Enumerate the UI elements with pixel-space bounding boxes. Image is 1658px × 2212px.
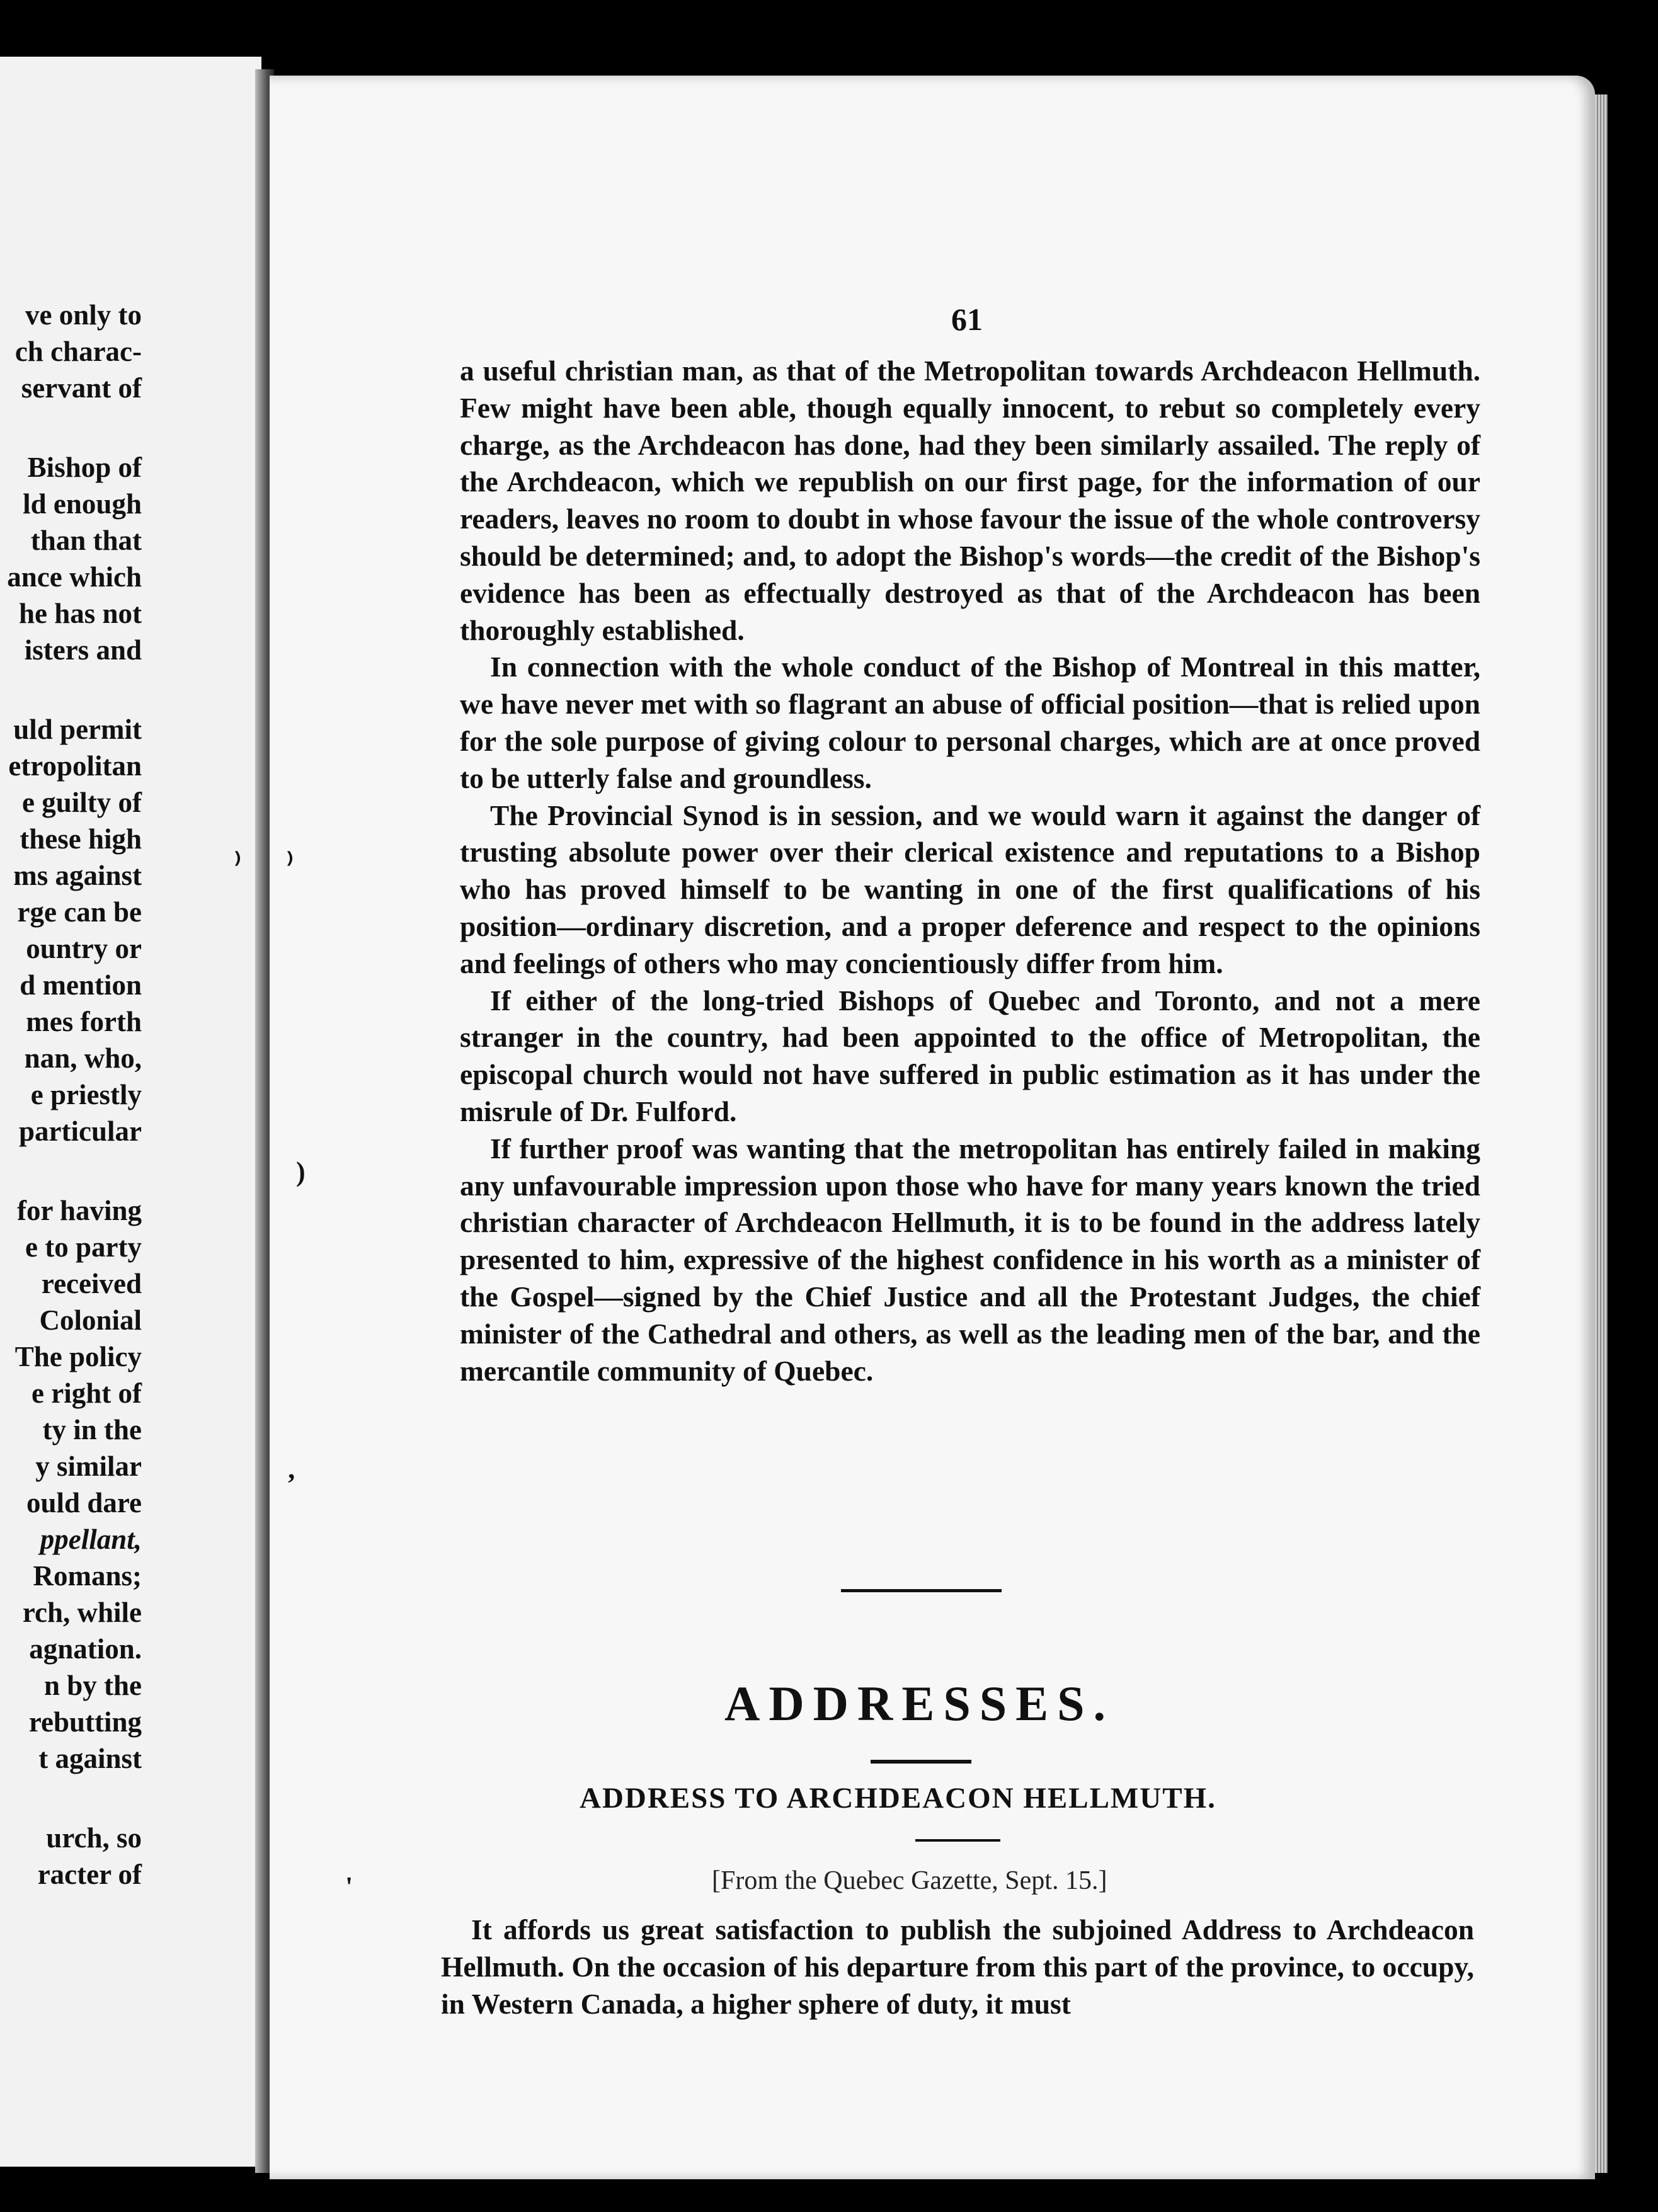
- left-page-line: than that: [30, 525, 142, 556]
- left-page-line: e guilty of: [22, 787, 142, 818]
- paragraph-3: The Provincial Synod is in session, and we would warn it against the danger of trusting absolute power over their clerical existence and reputations to a Bishop who has proved himself to be wanting in one of the first qualifications of his position—ordinary discretion, and a proper deference and respect to the opinions and feelings of others who may concientiously differ from him.: [460, 799, 1480, 979]
- left-page-line: particular: [19, 1115, 142, 1147]
- left-page-line: Romans;: [33, 1560, 142, 1592]
- left-page-line: Bishop of: [27, 452, 142, 483]
- left-page-line: racter of: [37, 1859, 142, 1890]
- separator-rule: [871, 1760, 971, 1764]
- margin-mark: ⁾: [234, 848, 241, 879]
- left-page-line: etropolitan: [8, 750, 142, 782]
- left-page-line: ppellant,: [40, 1524, 142, 1555]
- left-page-line: Colonial: [39, 1304, 142, 1336]
- paragraph-2: In connection with the whole conduct of the Bishop of Montreal in this matter, we have never met with so flagrant an abuse of official position—that is relied upon for the sole purpose of giving colour to personal charges, which are at once proved to be utterly false and groundless.: [460, 651, 1480, 794]
- left-page-line: rge can be: [17, 896, 142, 928]
- paragraph-1: a useful christian man, as that of the Metropolitan towards Archdeacon Hellmuth. Few might have been able, though equally innocent, to rebut so completely every charge, as the Archdeacon has done, had they been similarly assailed. The reply of the Archdeacon, which we republish on our first page, for the information of our readers, leaves no room to doubt in whose favour the issue of the whole controversy should be determined; and, to adopt the Bishop's words—the credit of the Bishop's evidence has been as effectually destroyed as that of the Archdeacon has been thoroughly established.: [460, 355, 1480, 646]
- left-page-line: he has not: [18, 598, 142, 629]
- left-page-line: ance which: [7, 561, 142, 593]
- left-page-line: isters and: [24, 634, 142, 666]
- paragraph-tail: It affords us great satisfaction to publish the subjoined Address to Archdeacon Hellmuth. On the occasion of his departure from this part of the province, to occupy, in Western Canada, a higher sphere of duty, it must: [441, 1913, 1474, 2020]
- left-page-line: ve only to: [25, 299, 142, 331]
- left-page-line: ld enough: [23, 488, 142, 520]
- margin-mark: ': [345, 1871, 353, 1902]
- left-page-line: e to party: [25, 1231, 142, 1263]
- left-page-line: mes forth: [26, 1006, 142, 1037]
- left-page-line: n by the: [43, 1670, 142, 1701]
- body-text: [460, 353, 1480, 1389]
- left-page-line: for having: [17, 1195, 142, 1226]
- left-page-line: ountry or: [26, 933, 142, 964]
- left-page-line: The policy: [14, 1341, 142, 1372]
- left-page-line: servant of: [21, 372, 142, 404]
- tail-text: [441, 1912, 1474, 2022]
- source-citation: [From the Quebec Gazette, Sept. 15.]: [712, 1866, 1107, 1895]
- left-page-line: received: [41, 1268, 142, 1299]
- left-page-line: uld permit: [13, 714, 142, 745]
- left-page-line: ty in the: [42, 1414, 142, 1445]
- left-page-line: urch, so: [46, 1822, 142, 1854]
- left-page-line: agnation.: [29, 1633, 142, 1665]
- paragraph-5: If further proof was wanting that the metropolitan has entirely failed in making any unfavourable impression upon those who have for many years known the tried christian character of Archdeacon Hellmuth, it is to be found in the address lately presented to him, expressive of the highest confidence in his worth as a minister of the Gospel—signed by the Chief Justice and all the Protestant Judges, the chief minister of the Cathedral and others, as well as the leading men of the bar, and the mercantile community of Quebec.: [460, 1132, 1480, 1387]
- left-page-line: these high: [20, 823, 142, 855]
- separator-rule: [841, 1589, 1002, 1592]
- margin-mark: ⁾: [287, 848, 294, 879]
- address-heading: ADDRESS TO ARCHDEACON HELLMUTH.: [580, 1782, 1216, 1815]
- left-page-line: nan, who,: [24, 1042, 142, 1074]
- margin-mark: ʼ: [287, 1468, 296, 1499]
- left-page-line: y similar: [35, 1451, 142, 1482]
- left-page-line: d mention: [20, 969, 142, 1001]
- left-page-line: e right of: [31, 1377, 142, 1409]
- separator-rule: [915, 1839, 1000, 1842]
- paragraph-4: If either of the long-tried Bishops of Quebec and Toronto, and not a mere stranger in the country, had been appointed to the office of Metropolitan, the episcopal church would not have suffered in public estimation as it has under the misrule of Dr. Fulford.: [460, 984, 1480, 1127]
- left-page-line: rch, while: [22, 1597, 142, 1628]
- left-facing-page: [0, 57, 261, 2167]
- left-page-line: t against: [38, 1743, 142, 1774]
- page-edge: [1595, 94, 1608, 2173]
- left-page-line: ms against: [13, 860, 142, 891]
- left-page-line: e priestly: [30, 1079, 142, 1110]
- section-heading: ADDRESSES.: [724, 1676, 1115, 1731]
- margin-mark: ): [296, 1156, 306, 1187]
- left-page-line: ould dare: [26, 1487, 142, 1519]
- left-page-line: rebutting: [28, 1706, 142, 1738]
- page-number: 61: [951, 302, 983, 337]
- left-page-line: ch charac-: [14, 336, 142, 367]
